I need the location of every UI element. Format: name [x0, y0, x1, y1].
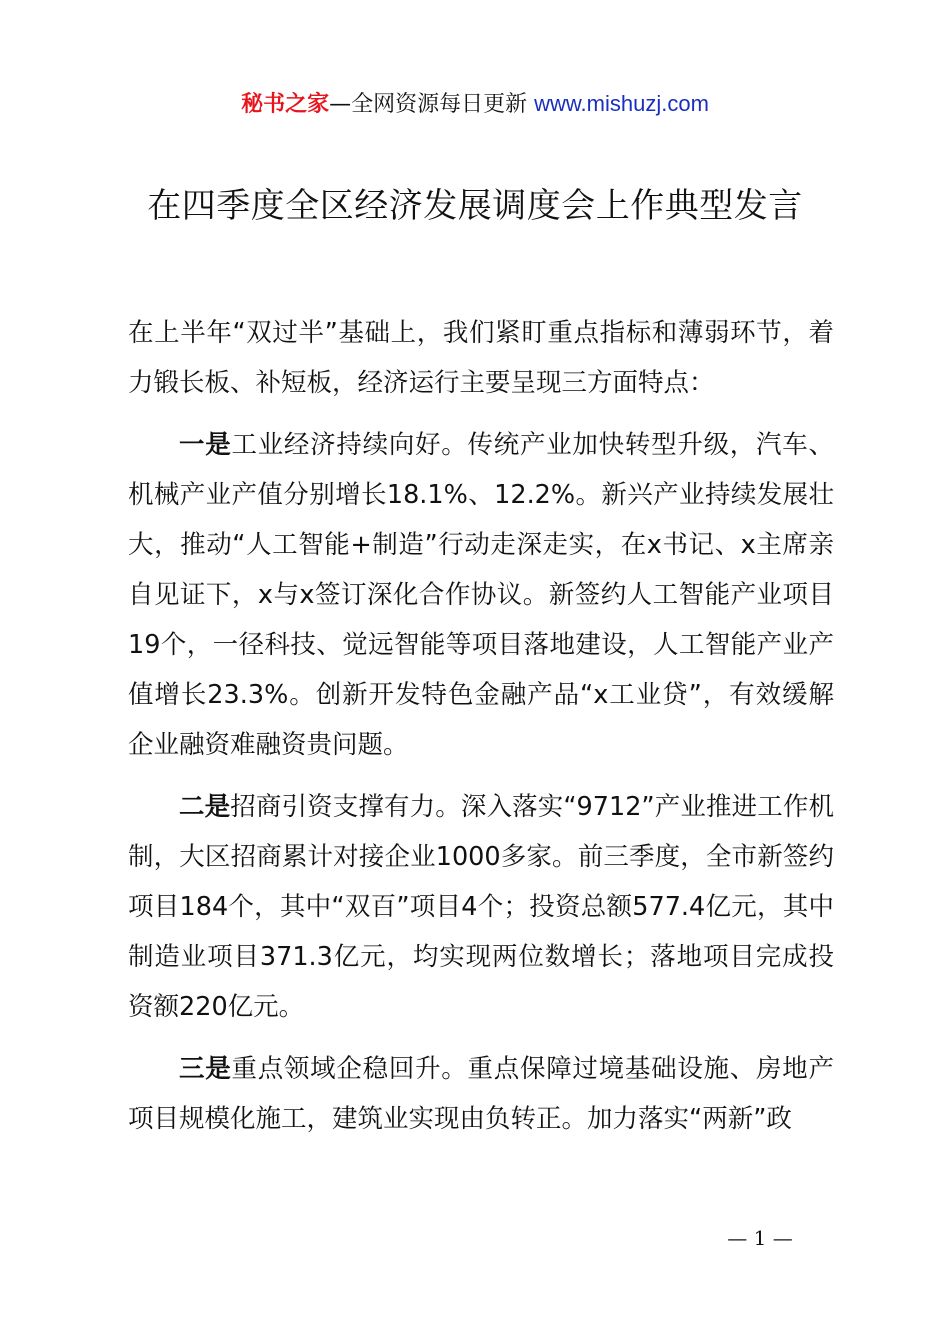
intro-paragraph: 在上半年“双过半”基础上，我们紧盯重点指标和薄弱环节，着力锻长板、补短板，经济运行主要呈现三方面特点： — [128, 318, 834, 398]
paragraph-lead-2: 二是 — [179, 792, 231, 822]
document-title: 在四季度全区经济发展调度会上作典型发言 — [147, 186, 803, 226]
paragraph-industry — [128, 420, 834, 770]
paragraph-key-areas — [128, 1044, 834, 1144]
header-tagline: —全网资源每日更新 — [329, 92, 528, 117]
page-number: — 1 — — [727, 1226, 793, 1250]
paragraph-text-1: 工业经济持续向好。传统产业加快转型升级，汽车、机械产业产值分别增长18.1%、12.2%。新兴产业持续发展壮大，推动“人工智能+制造”行动走深走实，在x书记、x主席亲自见证下，x与x签订深化合作协议。新签约人工智能产业项目19个，一径科技、觉远智能等项目落地建设，人工智能产业产值增长23.3%。创新开发特色金融产品“x工业贷”，有效缓解企业融资难融资贵问题。 — [128, 430, 834, 760]
brand-name: 秘书之家 — [241, 92, 330, 117]
site-header — [0, 88, 950, 121]
paragraph-lead-1: 一是 — [179, 430, 232, 460]
paragraph-text-3: 重点领域企稳回升。重点保障过境基础设施、房地产项目规模化施工，建筑业实现由负转正。加力落实“两新”政 — [128, 1054, 834, 1134]
paragraph-investment — [128, 782, 834, 1032]
paragraph-lead-3: 三是 — [179, 1054, 232, 1084]
header-url-link[interactable]: www.mishuzj.com — [534, 91, 709, 116]
document-body — [128, 308, 834, 1156]
paragraph-text-2: 招商引资支撑有力。深入落实“9712”产业推进工作机制，大区招商累计对接企业1000多家。前三季度，全市新签约项目184个，其中“双百”项目4个；投资总额577.4亿元，其中制造业项目371.3亿元，均实现两位数增长；落地项目完成投资额220亿元。 — [128, 792, 834, 1022]
